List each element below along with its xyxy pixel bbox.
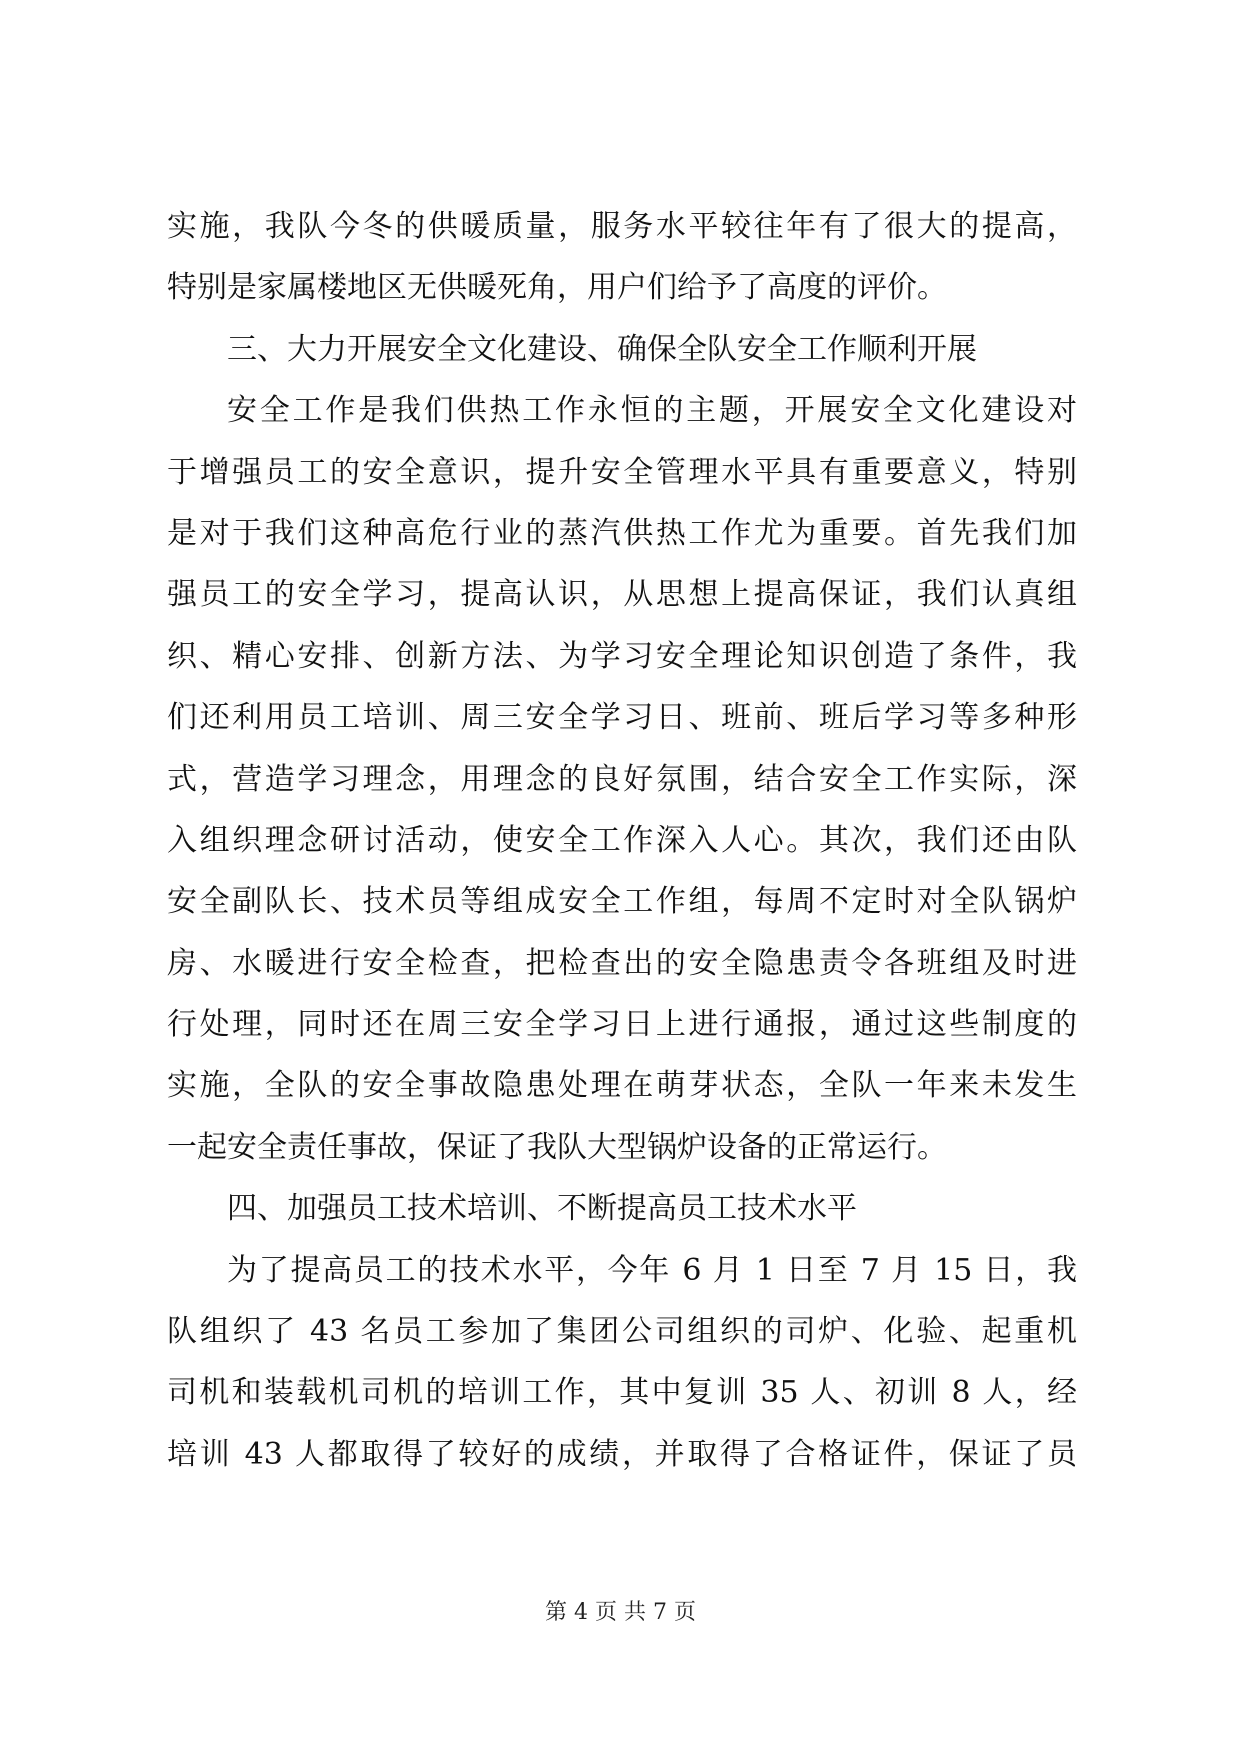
text-line: 队组织了 43 名员工参加了集团公司组织的司炉、化验、起重机 xyxy=(167,1314,1077,1350)
page-footer: 第 4 页 共 7 页 xyxy=(545,1600,696,1625)
text-line: 于增强员工的安全意识，提升安全管理水平具有重要意义，特别 xyxy=(167,454,1077,490)
text-line: 实施，全队的安全事故隐患处理在萌芽状态，全队一年来未发生 xyxy=(167,1068,1077,1104)
text-line: 一起安全责任事故，保证了我队大型锅炉设备的正常运行。 xyxy=(167,1129,947,1165)
text-line: 四、加强员工技术培训、不断提高员工技术水平 xyxy=(227,1191,857,1227)
text-line: 安全副队长、技术员等组成安全工作组，每周不定时对全队锅炉 xyxy=(167,884,1077,920)
text-line: 行处理，同时还在周三安全学习日上进行通报，通过这些制度的 xyxy=(167,1007,1077,1043)
text-line: 特别是家属楼地区无供暖死角，用户们给予了高度的评价。 xyxy=(167,270,947,306)
text-line: 实施，我队今冬的供暖质量，服务水平较往年有了很大的提高， xyxy=(167,209,1077,244)
text-line: 三、大力开展安全文化建设、确保全队安全工作顺利开展 xyxy=(227,331,977,367)
text-line: 安全工作是我们供热工作永恒的主题，开展安全文化建设对 xyxy=(227,393,1077,429)
body-text xyxy=(167,196,1077,1485)
text-line: 式，营造学习理念，用理念的良好氛围，结合安全工作实际，深 xyxy=(167,761,1077,797)
text-line: 为了提高员工的技术水平，今年 6 月 1 日至 7 月 15 日，我 xyxy=(227,1252,1077,1288)
text-line: 是对于我们这种高危行业的蒸汽供热工作尤为重要。首先我们加 xyxy=(167,515,1077,551)
text-line: 们还利用员工培训、周三安全学习日、班前、班后学习等多种形 xyxy=(167,700,1077,736)
text-line: 织、精心安排、创新方法、为学习安全理论知识创造了条件，我 xyxy=(167,638,1077,674)
text-line: 培训 43 人都取得了较好的成绩，并取得了合格证件，保证了员 xyxy=(167,1436,1077,1472)
text-line: 房、水暖进行安全检查，把检查出的安全隐患责令各班组及时进 xyxy=(167,945,1077,981)
text-line: 强员工的安全学习，提高认识，从思想上提高保证，我们认真组 xyxy=(167,577,1077,613)
text-line: 入组织理念研讨活动，使安全工作深入人心。其次，我们还由队 xyxy=(167,822,1077,858)
text-line: 司机和装载机司机的培训工作，其中复训 35 人、初训 8 人，经 xyxy=(167,1375,1077,1411)
